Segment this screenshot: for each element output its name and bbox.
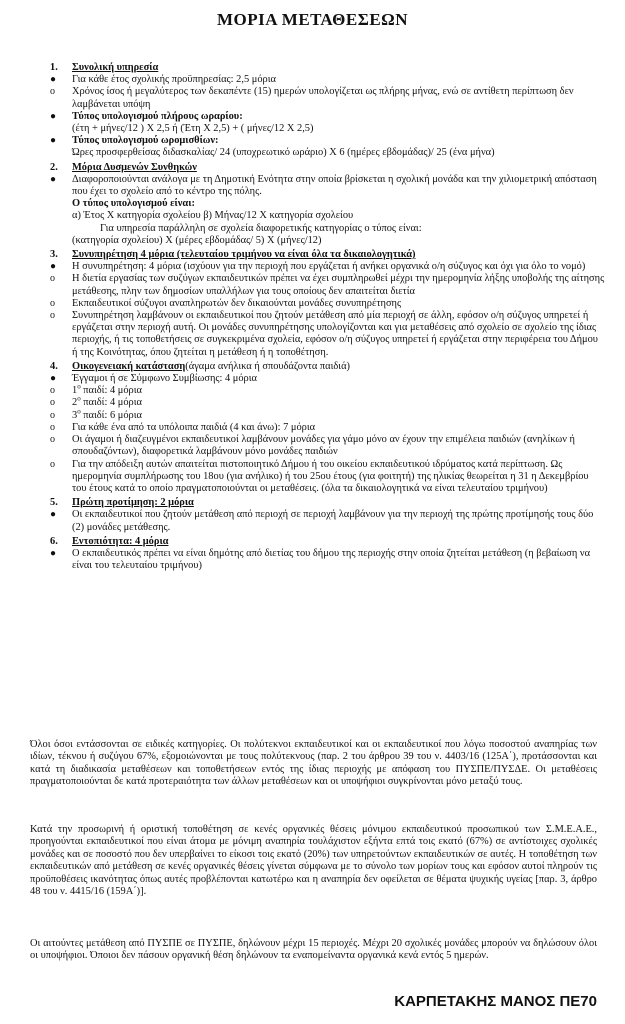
list-item-text: Για υπηρεσία παράλληλη σε σχολεία διαφορετικής κατηγορίας ο τύπος είναι:	[100, 222, 422, 234]
bullet-icon: ●	[50, 135, 57, 147]
list-item	[50, 210, 605, 222]
list-item	[50, 235, 605, 247]
list-item-text: Για κάθε ένα από τα υπόλοιπα παιδιά (4 και άνω): 7 μόρια	[72, 421, 316, 433]
list-item-text: Τύπος υπολογισμού πλήρους ωραρίου:	[72, 110, 243, 122]
section-heading	[50, 62, 605, 74]
list-item-text: Οι άγαμοι ή διαζευγμένοι εκπαιδευτικοί λαμβάνουν μονάδες για γάμο μόνο αν έχουν την επιμέλεια παιδιών (ανηλίκων ή σπουδαζόντων), διαφορετικά λαμβάνουν μόνο μονάδες παιδιών	[72, 434, 575, 458]
list-item	[50, 147, 605, 159]
section-title: Εντοπιότητα: 4 μόρια	[72, 535, 169, 547]
signature: ΚΑΡΠΕΤΑΚΗΣ ΜΑΝΟΣ ΠΕ70	[394, 993, 597, 1010]
section-heading	[50, 536, 605, 548]
circle-bullet-icon: o	[50, 385, 55, 397]
list-item	[50, 223, 605, 235]
paragraph-special-categories: Όλοι όσοι εντάσσονται σε ειδικές κατηγορίες. Οι πολύτεκνοι εκπαιδευτικοί και οι εκπαιδευτικοί που λόγω ποσοστού αναπηρίας των ιδίων, τέκνου ή συζύγου 67%, εξομοιώνονται με τους πολύτεκνους (παρ. 2 του άρθρου 39 του ν. 4403/16 (125Α΄), προτάσσονται και κατά τη διαδικασία μεταθέσεων και τοποθετήσεων εντός της ίδιας περιοχής με απόφαση του ΠΥΣΠΕ/ΠΥΣΔΕ. Οι μεταθέσεις πραγματοποιούνται δε κατά προτεραιότητα των άλλων μεταθέσεων και οι υποψήφιοι συγκρίνονται μόνο μεταξύ τους.	[30, 739, 597, 788]
list-item-text: Η συνυπηρέτηση: 4 μόρια (ισχύουν για την περιοχή που εργάζεται ή ανήκει οργανικά ο/η σύζυγος και όχι για όλο το νομό)	[72, 261, 586, 273]
list-item	[50, 74, 605, 86]
list-item	[50, 422, 605, 434]
list-item	[50, 123, 605, 135]
circle-bullet-icon: o	[50, 86, 55, 98]
section-heading	[50, 162, 605, 174]
section-number: 3.	[50, 249, 58, 261]
bullet-icon: ●	[50, 110, 57, 122]
list-item	[50, 310, 605, 359]
sections-list	[50, 60, 605, 572]
list-item	[50, 397, 605, 409]
list-item-text: $3^o$ παιδί: 6 μόρια	[72, 407, 142, 421]
list-item-text: $1^o$ παιδί: 4 μόρια	[72, 382, 142, 397]
section-number: 5.	[50, 497, 58, 509]
list-item	[50, 86, 605, 110]
list-item	[50, 434, 605, 458]
section-heading	[50, 497, 605, 509]
list-item	[50, 459, 605, 496]
list-item-text: Για την απόδειξη αυτών απαιτείται πιστοποιητικό Δήμου ή του οικείου εκπαιδευτικού ιδρύματος κατά περίπτωση. Ως ημερομηνία συμπλήρωσης του 18ου (για ανήλικο) ή του 25ου έτους (για φοιτητή) της ηλικίας θεωρείται η 31 η Δεκεμβρίου του έτους κατά το οποίο πραγματοποιούνται οι μεταθέσεις. (όλα τα δικαιολογητικά να είναι τελευταίου τριμήνου)	[72, 458, 589, 494]
list-item-text: Ο εκπαιδευτικός πρέπει να είναι δημότης από διετίας του δήμου της περιοχής στην οποία ζητείται μετάθεση (η βεβαίωση να είναι του τελευταίου τριμήνου)	[72, 547, 591, 572]
list-item	[50, 373, 605, 385]
circle-bullet-icon: o	[50, 397, 55, 409]
list-item-text: Συνυπηρέτηση λαμβάνουν οι εκπαιδευτικοί που ζητούν μετάθεση από μία περιοχή σε άλλη, εφόσον ο/η σύζυγος υπηρετεί ή εργάζεται στην περιοχή αυτή. Οι μονάδες συνυπηρέτησης υπολογίζονται και για μεταθέσεις από σχολείο σε σχολείο της ίδιας περιοχής, ή τις τοποθετήσεις σε συγκεκριμένα σχολεία, εφόσον ο/η σύζυγος υπηρετεί ή εργάζεται στην περιφέρεια του Δήμου ή της Κοινότητας, όπου ζητείται η μετάθεση ή η τοποθέτηση.	[72, 310, 598, 358]
list-item-text: Για κάθε έτος σχολικής προϋπηρεσίας: 2,5 μόρια	[72, 74, 276, 86]
section-number: 4.	[50, 360, 58, 372]
list-item-text: Διαφοροποιούνται ανάλογα με τη Δημοτική Ενότητα στην οποία βρίσκεται η σχολική μονάδα και την χιλιομετρική απόσταση που έχει το σχολείο από το κέντρο της πόλης.	[72, 173, 597, 198]
paragraph-smeae-placement: Κατά την προσωρινή ή οριστική τοποθέτηση σε κενές οργανικές θέσεις μόνιμου εκπαιδευτικού προσωπικού των Σ.Μ.Ε.Α.Ε., προηγούνται εκπαιδευτικοί που είναι άτομα με μόνιμη αναπηρία τουλάχιστον εξήντα επτά τοις εκατό (67%) σε αντίστοιχες σχολικές μονάδες και σε ποσοστό που δεν υπερβαίνει το είκοσι τοις εκατό (20%) των υπηρετούντων εκπαιδευτικών σε αυτές. Η τοποθέτηση των εκπαιδευτικών από μετάθεση σε κενές οργανικές θέσεις γίνεται σύμφωνα με το σύνολο των μορίων τους και εφόσον αυτοί πληρούν τις προϋποθέσεις ικανότητας όπως αυτές προβλέπονται κατωτέρω και η αναπηρία δεν οφείλεται σε θέματα ψυχικής υγείας [παρ. 3, άρθρο 48 του ν. 4415/16 (159Α΄)].	[30, 824, 597, 898]
list-item-text: Ο τύπος υπολογισμού είναι:	[72, 198, 195, 210]
circle-bullet-icon: o	[50, 310, 55, 322]
list-item-text: Χρόνος ίσος ή μεγαλύτερος των δεκαπέντε (15) ημερών υπολογίζεται ως πλήρης μήνας, ενώ σε αντίθετη περίπτωση δεν λαμβάνεται υπόψη	[72, 86, 574, 110]
list-item	[50, 111, 605, 123]
list-item	[50, 273, 605, 297]
list-item	[50, 382, 605, 397]
section-title: Πρώτη προτίμηση: 2 μόρια	[72, 497, 194, 509]
list-item	[50, 407, 605, 422]
list-item-text: $2^o$ παιδί: 4 μόρια	[72, 395, 142, 409]
circle-bullet-icon: o	[50, 409, 55, 421]
list-item-text: Έγγαμοι ή σε Σύμφωνο Συμβίωσης: 4 μόρια	[72, 373, 257, 385]
bullet-icon: ●	[50, 74, 57, 86]
list-item	[50, 298, 605, 310]
list-item-text: (έτη + μήνες/12 ) Χ 2,5 ή (Έτη Χ 2,5) + ( μήνες/12 Χ 2,5)	[72, 123, 314, 135]
section-number: 2.	[50, 161, 58, 173]
list-item-text: α) Έτος Χ κατηγορία σχολείου β) Μήνας/12 Χ κατηγορία σχολείου	[72, 210, 354, 222]
list-item	[50, 261, 605, 273]
section-title: Μόρια Δυσμενών Συνθηκών	[72, 161, 197, 173]
list-item-text: Η διετία εργασίας των συζύγων εκπαιδευτικών πρέπει να έχει συμπληρωθεί μέχρι την ημερομηνία λήξης υποβολής της αίτησης μετάθεσης, πλην των δημοσίων υπαλλήλων για τους οποίους δεν απαιτείται διετία	[72, 273, 605, 297]
section-title: Οικογενειακή κατάσταση	[72, 360, 186, 372]
section-title-suffix: (άγαμα ανήλικα ή σπουδάζοντα παιδιά)	[185, 360, 350, 372]
bullet-icon: ●	[50, 173, 57, 185]
list-item-text: Εκπαιδευτικοί σύζυγοι αναπληρωτών δεν δικαιούνται μονάδες συνυπηρέτησης	[72, 297, 402, 309]
circle-bullet-icon: o	[50, 421, 55, 433]
list-item-text: (κατηγορία σχολείου) Χ (μέρες εβδομάδας/ 5) Χ (μήνες/12)	[72, 234, 322, 246]
list-item	[50, 135, 605, 147]
bullet-icon: ●	[50, 509, 57, 521]
section-number: 1.	[50, 62, 58, 73]
paragraph-area-declarations: Οι αιτούντες μετάθεση από ΠΥΣΠΕ σε ΠΥΣΠΕ, δηλώνουν μέχρι 15 περιοχές. Μέχρι 20 σχολικές μονάδες μπορούν να δηλώσουν όλοι οι υποψήφιοι. Όποιοι δεν πάσουν οργανική θέση δηλώνουν τα εναπομείναντα οργανικά κενά εντός 5 ημερών.	[30, 938, 597, 962]
section-title: Συνυπηρέτηση 4 μόρια (τελευταίου τριμήνου να είναι όλα τα δικαιολογητικά)	[72, 249, 416, 261]
bullet-icon: ●	[50, 547, 57, 559]
list-item	[50, 174, 605, 198]
section-heading	[50, 361, 605, 373]
section-title: Συνολική υπηρεσία	[72, 62, 159, 73]
list-item	[50, 509, 605, 533]
list-item-text: Ώρες προσφερθείσας διδασκαλίας/ 24 (υποχρεωτικό ωράριο) Χ 6 (ημέρες εβδομάδας)/ 25 (ένα μήνα)	[72, 147, 495, 159]
circle-bullet-icon: o	[50, 458, 55, 470]
section-heading	[50, 249, 605, 261]
circle-bullet-icon: o	[50, 434, 55, 446]
circle-bullet-icon: o	[50, 297, 55, 309]
list-item	[50, 548, 605, 572]
bullet-icon: ●	[50, 261, 57, 273]
page-title: ΜΟΡΙΑ ΜΕΤΑΘΕΣΕΩΝ	[216, 10, 409, 29]
list-item-text: Τύπος υπολογισμού ωρομισθίων:	[72, 135, 219, 147]
list-item	[50, 198, 605, 210]
bullet-icon: ●	[50, 373, 57, 385]
list-item-text: Οι εκπαιδευτικοί που ζητούν μετάθεση από περιοχή σε περιοχή λαμβάνουν για την περιοχή της πρώτης προτίμησής τους δύο (2) μονάδες μετάθεσης.	[72, 509, 594, 533]
circle-bullet-icon: o	[50, 273, 55, 285]
section-number: 6.	[50, 535, 58, 547]
